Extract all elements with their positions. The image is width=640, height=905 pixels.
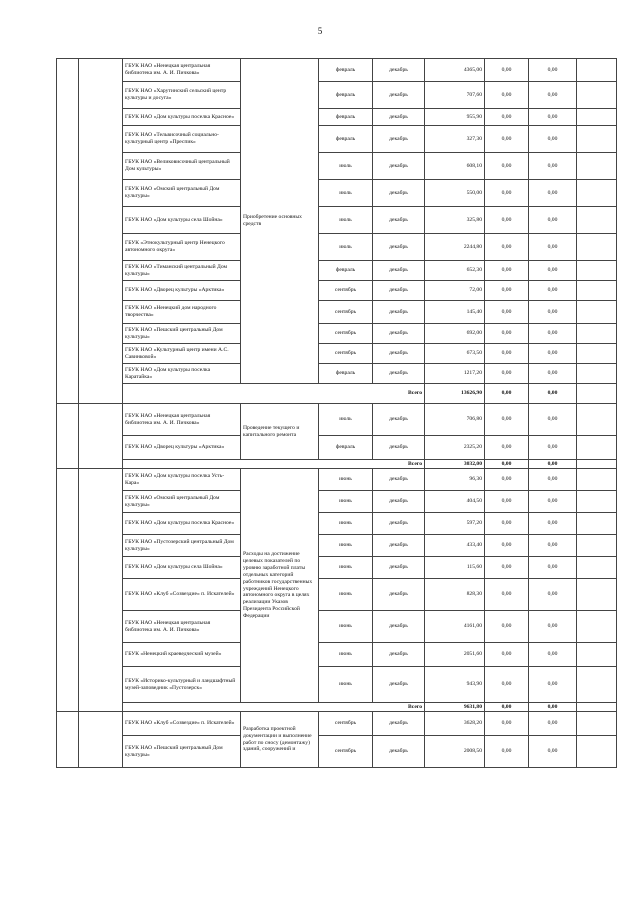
end-month-cell: декабрь [373, 736, 425, 768]
total-amount: 9631,80 [425, 703, 485, 712]
start-month-cell: февраль [319, 126, 373, 153]
end-month-cell: декабрь [373, 324, 425, 344]
value-cell: 0,00 [529, 579, 577, 611]
value-cell: 0,00 [529, 281, 577, 301]
blank-cell [577, 557, 617, 579]
blank-cell [577, 611, 617, 643]
table-row [57, 736, 617, 768]
value-cell: 0,00 [529, 59, 577, 82]
end-month-cell: декабрь [373, 126, 425, 153]
value-cell: 0,00 [485, 736, 529, 768]
end-month-cell: декабрь [373, 513, 425, 535]
value-cell: 0,00 [529, 180, 577, 207]
end-month-cell: декабрь [373, 579, 425, 611]
amount-cell: 597,20 [425, 513, 485, 535]
value-cell: 0,00 [485, 712, 529, 736]
total-row [57, 460, 617, 469]
table-body [57, 59, 617, 768]
end-month-cell: декабрь [373, 404, 425, 436]
value-cell: 0,00 [529, 82, 577, 109]
total-label: Всего [123, 460, 425, 469]
value-cell: 0,00 [485, 180, 529, 207]
org-cell: ГБУК «Историко-культурный и ландшафтный музей-заповедник «Пустозерск» [123, 667, 241, 703]
table-row [57, 207, 617, 234]
blank-cell [577, 109, 617, 126]
end-month-cell: декабрь [373, 261, 425, 281]
value-cell: 0,00 [485, 535, 529, 557]
start-month-cell: сентябрь [319, 301, 373, 324]
value-cell: 0,00 [485, 436, 529, 460]
org-cell: ГБУК НАО «Дом культуры поселка Красное» [123, 109, 241, 126]
value-cell: 0,00 [485, 513, 529, 535]
value-cell: 0,00 [485, 153, 529, 180]
value-cell: 0,00 [485, 469, 529, 491]
value-cell: 0,00 [529, 667, 577, 703]
amount-cell: 692,00 [425, 324, 485, 344]
amount-cell: 955,90 [425, 109, 485, 126]
end-month-cell: декабрь [373, 207, 425, 234]
amount-cell: 3628,20 [425, 712, 485, 736]
purpose-cell: Проведение текущего и капитального ремонта [241, 404, 319, 460]
org-cell: ГБУК НАО «Великовисочный центральный Дом культуры» [123, 153, 241, 180]
start-month-cell: июнь [319, 667, 373, 703]
blank-cell [577, 736, 617, 768]
start-month-cell: июнь [319, 513, 373, 535]
value-cell: 0,00 [485, 207, 529, 234]
value-cell: 0,00 [529, 469, 577, 491]
purpose-cell: Разработка проектной документации и выполнение работ по сносу (демонтажу) зданий, сооружений и [241, 712, 319, 768]
start-month-cell: июнь [319, 579, 373, 611]
org-cell: ГБУК НАО «Тельвисочный социально-культурный центр «Преспик» [123, 126, 241, 153]
end-month-cell: декабрь [373, 344, 425, 364]
table-row [57, 513, 617, 535]
end-month-cell: декабрь [373, 59, 425, 82]
total-value: 0,00 [529, 703, 577, 712]
blank-cell [577, 301, 617, 324]
value-cell: 0,00 [529, 404, 577, 436]
value-cell: 0,00 [529, 153, 577, 180]
num-cell [57, 404, 79, 469]
start-month-cell: июнь [319, 643, 373, 667]
blank-cell [577, 344, 617, 364]
amount-cell: 652,30 [425, 261, 485, 281]
end-month-cell: декабрь [373, 436, 425, 460]
value-cell: 0,00 [529, 491, 577, 513]
total-value: 0,00 [485, 384, 529, 404]
start-month-cell: сентябрь [319, 712, 373, 736]
blank-cell [577, 712, 617, 736]
table-row [57, 344, 617, 364]
table-row [57, 611, 617, 643]
org-cell: ГБУК НАО «Пешский центральный Дом культуры» [123, 324, 241, 344]
purpose-cell: Приобретение основных средств [241, 59, 319, 384]
value-cell: 0,00 [529, 364, 577, 384]
value-cell: 0,00 [485, 344, 529, 364]
amount-cell: 550,00 [425, 180, 485, 207]
org-cell: ГБУК НАО «Дом культуры поселка Усть-Кара» [123, 469, 241, 491]
value-cell: 0,00 [485, 611, 529, 643]
org-cell: ГБУК НАО «Омский центральный Дом культуры» [123, 491, 241, 513]
value-cell: 0,00 [485, 667, 529, 703]
org-cell: ГБУК НАО «Клуб «Созвездие» п. Искателей» [123, 579, 241, 611]
org-cell: ГБУК НАО «Дворец культуры «Арктика» [123, 436, 241, 460]
start-month-cell: июль [319, 153, 373, 180]
value-cell: 0,00 [529, 344, 577, 364]
end-month-cell: декабрь [373, 364, 425, 384]
amount-cell: 2051,60 [425, 643, 485, 667]
end-month-cell: декабрь [373, 109, 425, 126]
amount-cell: 828,30 [425, 579, 485, 611]
end-month-cell: декабрь [373, 667, 425, 703]
total-row [57, 703, 617, 712]
org-cell: ГБУК НАО «Харутинский сельский центр культуры и досуга» [123, 82, 241, 109]
amount-cell: 404,50 [425, 491, 485, 513]
value-cell: 0,00 [529, 513, 577, 535]
blank-cell [577, 579, 617, 611]
total-row [57, 384, 617, 404]
amount-cell: 4365,00 [425, 59, 485, 82]
table-row [57, 126, 617, 153]
table-row [57, 404, 617, 436]
value-cell: 0,00 [529, 109, 577, 126]
org-cell: ГБУК НАО «Ненецкая центральная библиотека им. А. И. Пичкова» [123, 59, 241, 82]
start-month-cell: июнь [319, 535, 373, 557]
table-row [57, 261, 617, 281]
table-row [57, 153, 617, 180]
blank-cell [577, 491, 617, 513]
end-month-cell: декабрь [373, 469, 425, 491]
org-cell: ГБУК НАО «Культурный центр имени А.С. Савинковой» [123, 344, 241, 364]
table-row [57, 301, 617, 324]
blank-cell [577, 180, 617, 207]
code-cell [79, 404, 123, 469]
amount-cell: 2244,80 [425, 234, 485, 261]
blank-cell [577, 364, 617, 384]
total-label: Всего [123, 703, 425, 712]
value-cell: 0,00 [485, 324, 529, 344]
blank-cell [577, 469, 617, 491]
value-cell: 0,00 [529, 535, 577, 557]
end-month-cell: декабрь [373, 491, 425, 513]
end-month-cell: декабрь [373, 611, 425, 643]
value-cell: 0,00 [529, 436, 577, 460]
blank-cell [577, 513, 617, 535]
end-month-cell: декабрь [373, 643, 425, 667]
value-cell: 0,00 [529, 611, 577, 643]
value-cell: 0,00 [485, 301, 529, 324]
purpose-cell: Расходы на достижение целевых показателей по уровню заработной платы отдельных категорий работников государственных учреждений Ненецкого автономного округа в целях реализации Указов Президента Российской Федерации [241, 469, 319, 703]
start-month-cell: июнь [319, 491, 373, 513]
table-row [57, 491, 617, 513]
num-cell [57, 712, 79, 768]
blank-cell [577, 234, 617, 261]
table-row [57, 557, 617, 579]
blank-cell [577, 384, 617, 404]
org-cell: ГБУК НАО «Ненецкий дом народного творчества» [123, 301, 241, 324]
amount-cell: 327,30 [425, 126, 485, 153]
org-cell: ГБУК «Этнокультурный центр Ненецкого автономного округа» [123, 234, 241, 261]
blank-cell [577, 126, 617, 153]
value-cell: 0,00 [485, 59, 529, 82]
start-month-cell: февраль [319, 109, 373, 126]
start-month-cell: июль [319, 207, 373, 234]
start-month-cell: июль [319, 180, 373, 207]
code-cell [79, 469, 123, 712]
blank-cell [577, 460, 617, 469]
table-row [57, 667, 617, 703]
table-row [57, 109, 617, 126]
amount-cell: 1217,20 [425, 364, 485, 384]
org-cell: ГБУК НАО «Ненецкая центральная библиотека им. А. И. Пичкова» [123, 611, 241, 643]
end-month-cell: декабрь [373, 301, 425, 324]
start-month-cell: сентябрь [319, 281, 373, 301]
amount-cell: 96,30 [425, 469, 485, 491]
org-cell: ГБУК НАО «Ненецкая центральная библиотека им. А. И. Пичкова» [123, 404, 241, 436]
org-cell: ГБУК НАО «Клуб «Созвездие» п. Искателей» [123, 712, 241, 736]
amount-cell: 433,40 [425, 535, 485, 557]
blank-cell [577, 59, 617, 82]
code-cell [79, 712, 123, 768]
table-row [57, 324, 617, 344]
amount-cell: 325,80 [425, 207, 485, 234]
amount-cell: 4161,00 [425, 611, 485, 643]
page-number: 5 [317, 26, 323, 36]
blank-cell [577, 703, 617, 712]
start-month-cell: июнь [319, 557, 373, 579]
end-month-cell: декабрь [373, 153, 425, 180]
table-row [57, 712, 617, 736]
amount-cell: 115,60 [425, 557, 485, 579]
blank-cell [577, 153, 617, 180]
end-month-cell: декабрь [373, 180, 425, 207]
blank-cell [577, 404, 617, 436]
amount-cell: 72,00 [425, 281, 485, 301]
total-value: 0,00 [529, 384, 577, 404]
value-cell: 0,00 [529, 643, 577, 667]
org-cell: ГБУК НАО «Тиманский центральный Дом культуры» [123, 261, 241, 281]
amount-cell: 943,90 [425, 667, 485, 703]
total-value: 0,00 [529, 460, 577, 469]
start-month-cell: июнь [319, 611, 373, 643]
total-label: Всего [123, 384, 425, 404]
start-month-cell: февраль [319, 59, 373, 82]
start-month-cell: сентябрь [319, 324, 373, 344]
value-cell: 0,00 [485, 579, 529, 611]
total-amount: 13626,90 [425, 384, 485, 404]
value-cell: 0,00 [529, 261, 577, 281]
amount-cell: 707,60 [425, 82, 485, 109]
blank-cell [577, 261, 617, 281]
amount-cell: 673,50 [425, 344, 485, 364]
start-month-cell: сентябрь [319, 344, 373, 364]
table-row [57, 579, 617, 611]
start-month-cell: февраль [319, 261, 373, 281]
amount-cell: 145,40 [425, 301, 485, 324]
value-cell: 0,00 [485, 126, 529, 153]
blank-cell [577, 436, 617, 460]
end-month-cell: декабрь [373, 712, 425, 736]
value-cell: 0,00 [485, 281, 529, 301]
end-month-cell: декабрь [373, 535, 425, 557]
code-cell [79, 59, 123, 404]
end-month-cell: декабрь [373, 281, 425, 301]
value-cell: 0,00 [485, 109, 529, 126]
amount-cell: 608,10 [425, 153, 485, 180]
blank-cell [577, 207, 617, 234]
num-cell [57, 59, 79, 404]
total-value: 0,00 [485, 703, 529, 712]
start-month-cell: февраль [319, 436, 373, 460]
table-row [57, 180, 617, 207]
table-row [57, 281, 617, 301]
value-cell: 0,00 [529, 736, 577, 768]
org-cell: ГБУК «Ненецкий краеведческий музей» [123, 643, 241, 667]
table-row [57, 643, 617, 667]
table-row [57, 59, 617, 82]
total-value: 0,00 [485, 460, 529, 469]
end-month-cell: декабрь [373, 557, 425, 579]
value-cell: 0,00 [485, 82, 529, 109]
num-cell [57, 469, 79, 712]
org-cell: ГБУК НАО «Дом культуры села Шойна» [123, 207, 241, 234]
start-month-cell: сентябрь [319, 736, 373, 768]
value-cell: 0,00 [485, 643, 529, 667]
org-cell: ГБУК НАО «Омский центральный Дом культуры» [123, 180, 241, 207]
start-month-cell: февраль [319, 364, 373, 384]
value-cell: 0,00 [485, 491, 529, 513]
org-cell: ГБУК НАО «Дом культуры поселка Каратайка» [123, 364, 241, 384]
org-cell: ГБУК НАО «Дворец культуры «Арктика» [123, 281, 241, 301]
end-month-cell: декабрь [373, 82, 425, 109]
table-row [57, 234, 617, 261]
value-cell: 0,00 [529, 712, 577, 736]
start-month-cell: июль [319, 234, 373, 261]
end-month-cell: декабрь [373, 234, 425, 261]
org-cell: ГБУК НАО «Дом культуры поселка Красное» [123, 513, 241, 535]
value-cell: 0,00 [529, 234, 577, 261]
start-month-cell: февраль [319, 82, 373, 109]
value-cell: 0,00 [485, 261, 529, 281]
value-cell: 0,00 [485, 557, 529, 579]
value-cell: 0,00 [485, 234, 529, 261]
value-cell: 0,00 [485, 364, 529, 384]
blank-cell [577, 643, 617, 667]
budget-table [56, 58, 617, 768]
blank-cell [577, 82, 617, 109]
table-row [57, 469, 617, 491]
blank-cell [577, 281, 617, 301]
value-cell: 0,00 [529, 557, 577, 579]
value-cell: 0,00 [529, 324, 577, 344]
start-month-cell: июль [319, 404, 373, 436]
table-row [57, 82, 617, 109]
start-month-cell: июнь [319, 469, 373, 491]
table-row [57, 535, 617, 557]
total-amount: 3032,00 [425, 460, 485, 469]
table-row [57, 364, 617, 384]
value-cell: 0,00 [529, 301, 577, 324]
blank-cell [577, 535, 617, 557]
amount-cell: 2325,20 [425, 436, 485, 460]
value-cell: 0,00 [529, 126, 577, 153]
value-cell: 0,00 [529, 207, 577, 234]
amount-cell: 2008,50 [425, 736, 485, 768]
table-row [57, 436, 617, 460]
blank-cell [577, 667, 617, 703]
org-cell: ГБУК НАО «Пустозерский центральный Дом культуры» [123, 535, 241, 557]
org-cell: ГБУК НАО «Дом культуры села Шойна» [123, 557, 241, 579]
value-cell: 0,00 [485, 404, 529, 436]
blank-cell [577, 324, 617, 344]
amount-cell: 706,80 [425, 404, 485, 436]
org-cell: ГБУК НАО «Пешский центральный Дом культуры» [123, 736, 241, 768]
